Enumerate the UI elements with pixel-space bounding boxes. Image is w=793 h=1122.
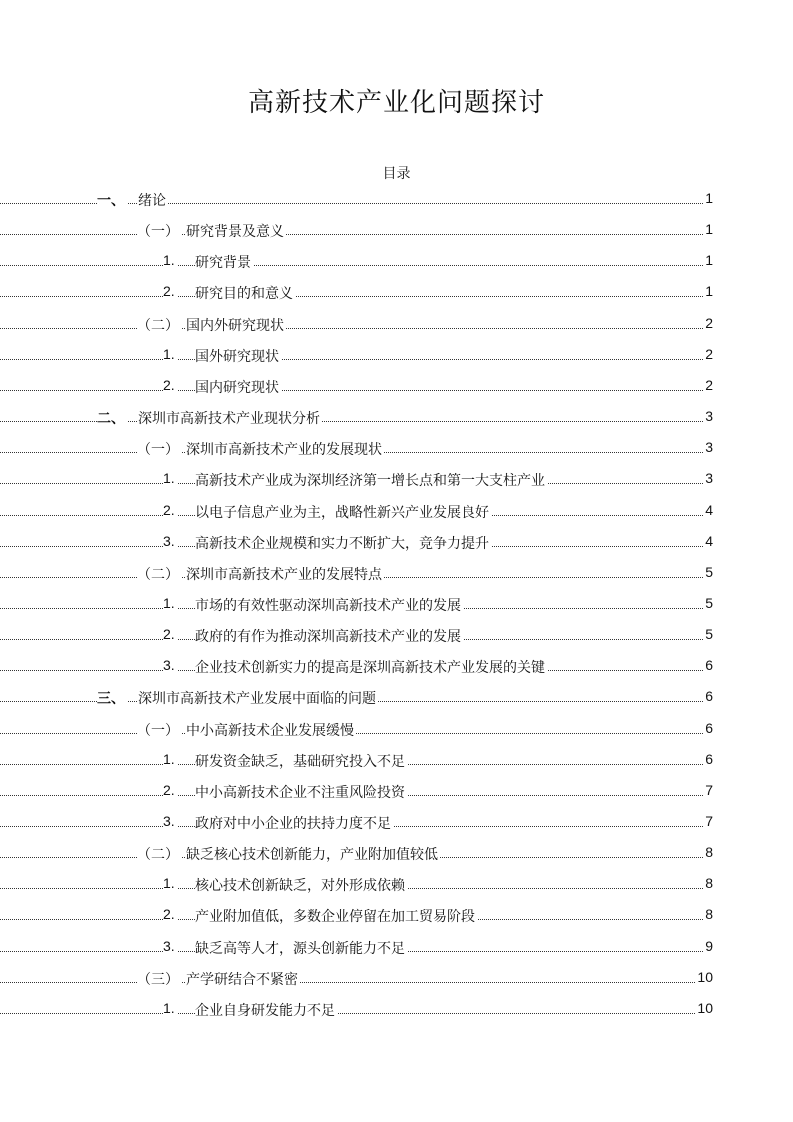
toc-heading: 目录 <box>382 166 411 182</box>
toc-entry-page: 3 <box>705 470 713 487</box>
toc-entry-label: 企业技术创新实力的提高是深圳高新技术产业发展的关键 <box>195 657 547 677</box>
toc-entry-page: 3 <box>705 408 713 425</box>
toc-entry-label: 政府的有作为推动深圳高新技术产业的发展 <box>195 626 463 646</box>
toc-entry-label: 企业自身研发能力不足 <box>195 1000 337 1020</box>
dot-leader <box>0 982 711 983</box>
toc-entry-number: （二） <box>137 315 181 335</box>
toc-entry-number: 1. <box>163 470 175 487</box>
toc-entry[interactable] <box>0 965 793 993</box>
toc-entry-number: 2. <box>163 626 175 643</box>
toc-entry-label: 研究背景及意义 <box>186 221 286 241</box>
toc-entry-number: （三） <box>137 969 181 989</box>
toc-entry-number: 三、 <box>97 688 127 708</box>
toc-entry-number: （一） <box>137 439 181 459</box>
toc-entry-page: 6 <box>705 719 713 736</box>
toc-entry-label: 中小高新技术企业发展缓慢 <box>186 720 356 740</box>
toc-entry-label: 国内研究现状 <box>195 377 281 397</box>
toc-entry-page: 9 <box>705 937 713 954</box>
toc-entry[interactable] <box>0 653 793 681</box>
toc-entry-page: 3 <box>705 439 713 456</box>
toc-entry-number: 3. <box>163 813 175 829</box>
dot-leader <box>0 296 711 297</box>
toc-entry[interactable] <box>0 342 793 370</box>
toc-entry[interactable] <box>0 217 793 245</box>
toc-entry[interactable] <box>0 871 793 899</box>
dot-leader <box>0 1013 711 1014</box>
dot-leader <box>0 359 711 360</box>
toc-entry-label: 深圳市高新技术产业的发展现状 <box>186 439 384 459</box>
toc-entry-label: 研究目的和意义 <box>195 283 295 303</box>
toc-entry[interactable] <box>0 373 793 401</box>
toc-entry-page: 5 <box>705 626 713 643</box>
toc-entry[interactable] <box>0 591 793 619</box>
toc-entry-page: 1 <box>705 252 713 269</box>
toc-entry-number: 1. <box>163 594 175 611</box>
toc-entry-page: 5 <box>705 563 713 580</box>
toc-entry-label: 深圳市高新技术产业现状分析 <box>138 408 322 428</box>
toc-entry[interactable] <box>0 684 793 712</box>
toc-entry[interactable] <box>0 778 793 806</box>
toc-entry-page: 1 <box>705 190 713 206</box>
toc-entry[interactable] <box>0 498 793 526</box>
toc-entry-label: 政府对中小企业的扶持力度不足 <box>195 813 393 833</box>
toc-entry-page: 10 <box>697 999 713 1016</box>
toc-entry[interactable] <box>0 186 793 214</box>
toc-entry-number: 3. <box>163 937 175 954</box>
toc-entry[interactable] <box>0 840 793 868</box>
toc-entry-number: 3. <box>163 657 175 674</box>
toc-entry-number: 2. <box>163 283 175 300</box>
toc-entry-number: 3. <box>163 532 175 549</box>
toc-entry-number: 2. <box>163 501 175 518</box>
toc-entry[interactable] <box>0 529 793 557</box>
toc-entry[interactable] <box>0 747 793 775</box>
toc-entry[interactable] <box>0 809 793 837</box>
toc-entry-label: 深圳市高新技术产业的发展特点 <box>186 564 384 584</box>
toc-entry[interactable] <box>0 716 793 744</box>
dot-leader <box>0 390 711 391</box>
toc-entry-page: 7 <box>705 781 713 798</box>
toc-entry-label: 高新技术产业成为深圳经济第一增长点和第一大支柱产业 <box>195 470 547 490</box>
document-title: 高新技术产业化问题探讨 <box>247 88 545 118</box>
toc-entry-label: 研发资金缺乏，基础研究投入不足 <box>195 751 407 771</box>
toc-entry-label: 市场的有效性驱动深圳高新技术产业的发展 <box>195 595 463 615</box>
toc-entry[interactable] <box>0 902 793 930</box>
toc-entry-page: 2 <box>705 314 713 331</box>
toc-entry-page: 4 <box>705 501 713 518</box>
toc-entry-page: 5 <box>705 594 713 611</box>
toc-entry-number: （二） <box>137 564 181 584</box>
dot-leader <box>0 328 711 329</box>
toc-entry-label: 以电子信息产业为主，战略性新兴产业发展良好 <box>195 502 491 522</box>
toc-entry-number: 1. <box>163 252 175 269</box>
toc-entry-page: 4 <box>705 532 713 549</box>
toc-entry-number: （二） <box>137 844 181 864</box>
toc-entry-number: （一） <box>137 221 181 241</box>
toc-entry[interactable] <box>0 466 793 494</box>
toc-entry[interactable] <box>0 279 793 307</box>
toc-entry-page: 6 <box>705 657 713 674</box>
toc-entry-page: 8 <box>705 844 713 861</box>
toc-entry-page: 1 <box>705 283 713 300</box>
toc-entry-label: 研究背景 <box>195 252 253 272</box>
toc-entry-page: 8 <box>705 906 713 923</box>
toc-entry-number: 2. <box>163 376 175 393</box>
toc-entry-label: 缺乏高等人才，源头创新能力不足 <box>195 938 407 958</box>
toc-entry-number: 一、 <box>97 190 127 210</box>
dot-leader <box>0 234 711 235</box>
toc-entry-label: 缺乏核心技术创新能力，产业附加值较低 <box>186 844 440 864</box>
toc-entry-page: 6 <box>705 750 713 767</box>
toc-entry-page: 2 <box>705 345 713 362</box>
toc-entry-label: 绪论 <box>138 190 168 210</box>
toc-entry-label: 深圳市高新技术产业发展中面临的问题 <box>138 688 378 708</box>
toc-entry[interactable] <box>0 435 793 463</box>
toc-entry-number: 2. <box>163 906 175 923</box>
toc-entry-label: 核心技术创新缺乏，对外形成依赖 <box>195 875 407 895</box>
toc-entry[interactable] <box>0 404 793 432</box>
dot-leader <box>0 265 711 266</box>
toc-entry-number: 1. <box>163 999 175 1016</box>
toc-entry-page: 2 <box>705 376 713 393</box>
toc-entry-number: （一） <box>137 720 181 740</box>
toc-entry-page: 10 <box>697 968 713 985</box>
toc-entry-number: 1. <box>163 345 175 362</box>
toc-entry[interactable] <box>0 248 793 276</box>
toc-entry-page: 1 <box>705 221 713 238</box>
toc-entry-number: 1. <box>163 750 175 767</box>
toc-entry[interactable] <box>0 996 793 1024</box>
toc-entry-label: 国内外研究现状 <box>186 315 286 335</box>
toc-entry-label: 产学研结合不紧密 <box>186 969 300 989</box>
toc-entry[interactable] <box>0 622 793 650</box>
toc-entry-label: 高新技术企业规模和实力不断扩大，竞争力提升 <box>195 533 491 553</box>
toc-entry-number: 2. <box>163 781 175 798</box>
toc-entry[interactable] <box>0 934 793 962</box>
toc-entry-number: 二、 <box>97 408 127 428</box>
toc-entry-page: 6 <box>705 688 713 705</box>
toc-entry-number: 1. <box>163 875 175 892</box>
toc-entry-label: 产业附加值低，多数企业停留在加工贸易阶段 <box>195 906 477 926</box>
toc-entry-page: 8 <box>705 875 713 892</box>
toc-entry-label: 中小高新技术企业不注重风险投资 <box>195 782 407 802</box>
toc-entry[interactable] <box>0 560 793 588</box>
toc-entry[interactable] <box>0 311 793 339</box>
toc-entry-page: 7 <box>705 813 713 829</box>
toc-entry-label: 国外研究现状 <box>195 346 281 366</box>
